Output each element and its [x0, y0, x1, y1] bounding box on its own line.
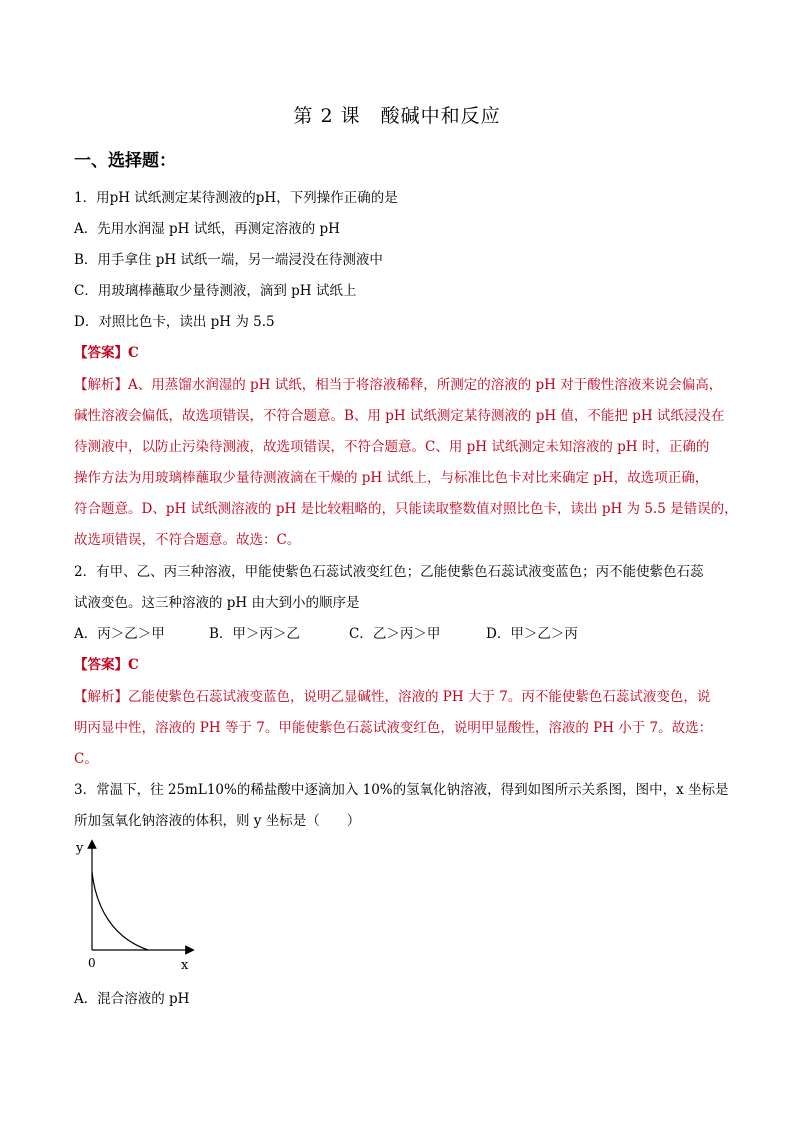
y-axis-label: y — [76, 841, 84, 856]
q1-option-c: C．用玻璃棒蘸取少量待测液，滴到 pH 试纸上 — [74, 283, 357, 299]
origin-label: 0 — [88, 956, 96, 970]
q2-stem-line: 2．有甲、乙、丙三种溶液，甲能使紫色石蕊试液变红色；乙能使紫色石蕊试液变蓝色；丙不能使紫色石蕊 — [74, 564, 704, 580]
q3-option-a: A．混合溶液的 pH — [74, 991, 190, 1007]
q2-options — [74, 622, 578, 642]
q1-option-d: D．对照比色卡，读出 pH 为 5.5 — [74, 314, 275, 330]
q2-option-b: B．甲＞丙＞乙 — [209, 626, 300, 642]
q1-analysis-line: 待测液中，以防止污染待测液，故选项错误，不符合题意。C、用 pH 试纸测定未知溶液的 pH 时，正确的 — [74, 439, 710, 455]
q2-analysis-line: C。 — [74, 751, 98, 767]
q1-analysis-line: 符合题意。D、pH 试纸测溶液的 pH 是比较粗略的，只能读取整数值对照比色卡，读出 pH 为 5.5 是错误的， — [74, 501, 738, 517]
q2-analysis-line: 明丙显中性，溶液的 PH 等于 7。甲能使紫色石蕊试液变红色，说明甲显酸性，溶液的 PH 小于 7。故选： — [74, 720, 713, 736]
q1-option-b: B．用手拿住 pH 试纸一端，另一端浸没在待测液中 — [74, 252, 383, 268]
q2-stem-line: 试液变色。这三种溶液的 pH 由大到小的顺序是 — [74, 595, 360, 611]
q3-stem-line: 3．常温下，往 25mL10%的稀盐酸中逐滴加入 10%的氢氧化钠溶液，得到如图所示关系图，图中，x 坐标是 — [74, 782, 729, 798]
q3-graph — [68, 838, 198, 973]
x-axis-label: x — [181, 958, 189, 973]
page-title: 第 2 课 酸碱中和反应 — [293, 105, 501, 127]
section-heading: 一、选择题： — [74, 151, 176, 171]
q2-option-c: C．乙＞丙＞甲 — [349, 626, 441, 642]
q3-stem-line: 所加氢氧化钠溶液的体积，则 y 坐标是（ ） — [74, 813, 361, 829]
q1-analysis-line: 碱性溶液会偏低，故选项错误，不符合题意。B、用 pH 试纸测定某待测液的 pH 值，不能把 pH 试纸浸没在 — [74, 408, 725, 424]
curve — [92, 872, 148, 950]
q1-analysis-line: 故选项错误，不符合题意。故选：C。 — [74, 532, 301, 548]
q2-option-a: A．丙＞乙＞甲 — [74, 626, 165, 642]
q1-answer: 【答案】C — [74, 345, 139, 361]
q2-answer: 【答案】C — [74, 657, 139, 673]
q1-analysis-line: 【解析】A、用蒸馏水润湿的 pH 试纸，相当于将溶液稀释，所测定的溶液的 pH 对于酸性溶液来说会偏高， — [74, 377, 723, 393]
q2-option-d: D．甲＞乙＞丙 — [486, 626, 578, 642]
q1-option-a: A．先用水润湿 pH 试纸，再测定溶液的 pH — [74, 221, 340, 237]
q2-analysis-line: 【解析】乙能使紫色石蕊试液变蓝色，说明乙显碱性，溶液的 PH 大于 7。丙不能使紫色石蕊试液变色，说 — [74, 689, 711, 705]
q1-stem: 1．用pH 试纸测定某待测液的pH，下列操作正确的是 — [74, 190, 398, 206]
q1-analysis-line: 操作方法为用玻璃棒蘸取少量待测液滴在干燥的 pH 试纸上，与标准比色卡对比来确定 pH，故选项正确， — [74, 470, 709, 486]
